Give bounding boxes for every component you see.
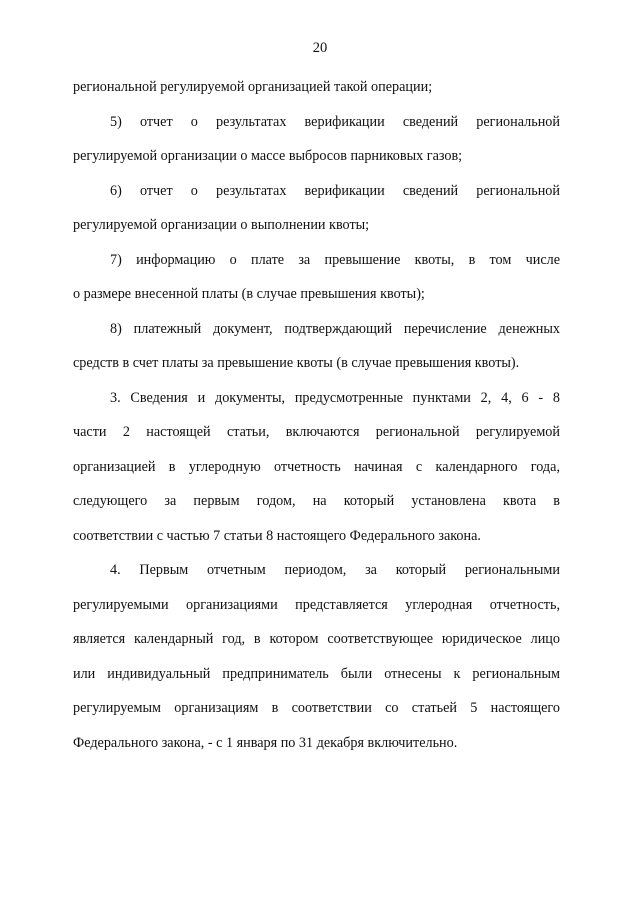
paragraph-continuation xyxy=(73,79,560,114)
text-line: регулируемой организации о выполнении квоты; xyxy=(73,217,370,233)
text-line: или индивидуальный предприниматель были отнесены к региональным xyxy=(73,665,560,682)
text-line: регулируемым организациям в соответствии со статьей 5 настоящего xyxy=(73,700,560,716)
text-line: о размере внесенной платы (в случае превышения квоты); xyxy=(73,286,425,302)
paragraph-item-6 xyxy=(73,183,560,252)
text-line: регулируемой организации о массе выбросов парниковых газов; xyxy=(73,148,463,164)
text-line: 8) платежный документ, подтверждающий перечисление денежных xyxy=(110,320,560,337)
text-line: 4. Первым отчетным периодом, за который региональными xyxy=(110,562,560,578)
text-line: 3. Сведения и документы, предусмотренные пунктами 2, 4, 6 - 8 xyxy=(110,389,560,406)
text-line: 7) информацию о плате за превышение квоты, в том числе xyxy=(110,251,560,268)
text-line: 6) отчет о результатах верификации сведений региональной xyxy=(110,182,560,199)
paragraph-section-3 xyxy=(73,390,560,563)
text-line: региональной регулируемой организацией такой операции; xyxy=(73,79,433,95)
text-line: является календарный год, в котором соответствующее юридическое лицо xyxy=(73,631,560,647)
paragraph-item-8 xyxy=(73,321,560,390)
page-number: 20 xyxy=(312,40,328,56)
text-line: 5) отчет о результатах верификации сведений региональной xyxy=(110,113,560,130)
text-line: соответствии с частью 7 статьи 8 настоящего Федерального закона. xyxy=(73,527,481,544)
paragraph-item-5 xyxy=(73,114,560,183)
paragraph-section-4 xyxy=(73,562,560,769)
document-body xyxy=(73,79,560,769)
text-line: части 2 настоящей статьи, включаются региональной регулируемой xyxy=(73,424,560,440)
text-line: организацией в углеродную отчетность начиная с календарного года, xyxy=(73,458,560,475)
text-line: Федерального закона, - с 1 января по 31 декабря включительно. xyxy=(73,734,458,751)
text-line: регулируемыми организациями представляется углеродная отчетность, xyxy=(73,596,560,613)
text-line: средств в счет платы за превышение квоты (в случае превышения квоты). xyxy=(73,355,520,371)
paragraph-item-7 xyxy=(73,252,560,321)
text-line: следующего за первым годом, на который установлена квота в xyxy=(73,493,560,509)
